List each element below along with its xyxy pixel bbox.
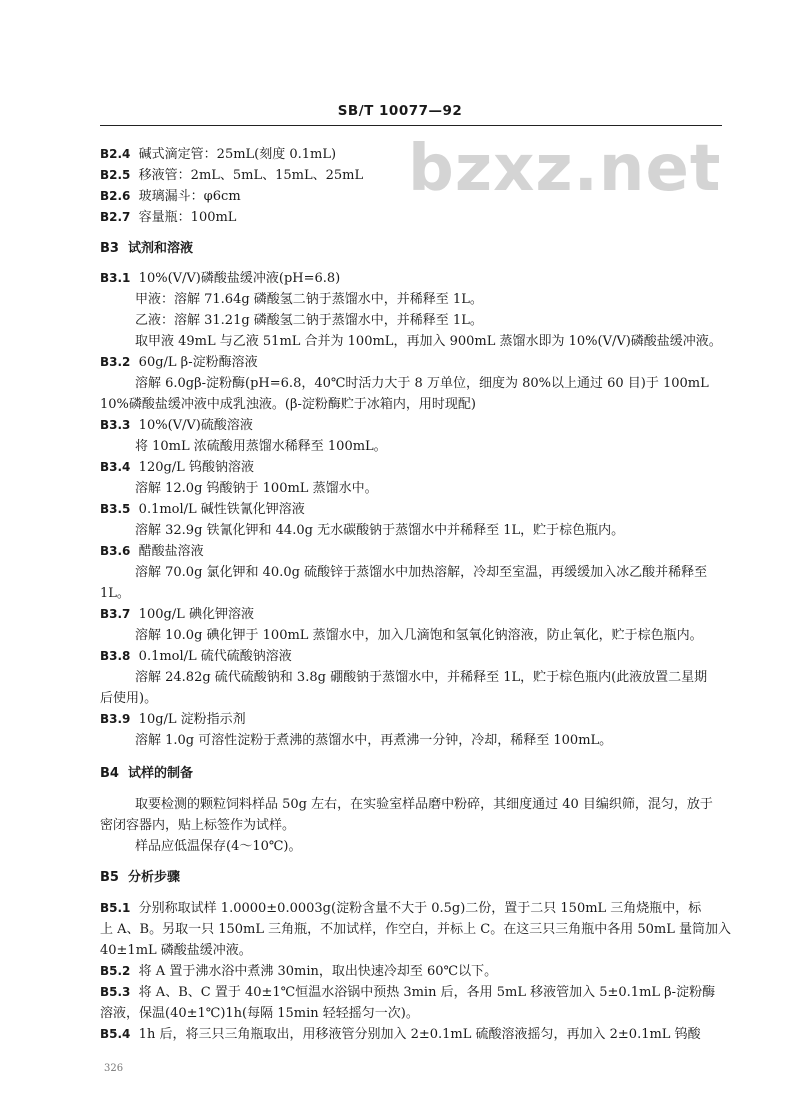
item-b5-3: B5.3 将 A、B、C 置于 40±1℃恒温水浴锅中预热 3min 后，各用 5mL 移液管加入 5±0.1mL β-淀粉酶 — [100, 985, 716, 1000]
item-b3-8: B3.8 0.1mol/L 硫代硫酸钠溶液 — [100, 649, 292, 664]
item-b3-4: B3.4 120g/L 钨酸钠溶液 — [100, 460, 254, 475]
item-b5-1: B5.1 分别称取试样 1.0000±0.0003g(淀粉含量不大于 0.5g)二份，置于二只 150mL 三角烧瓶中，标 — [100, 901, 702, 916]
paragraph-line: 后使用)。 — [100, 691, 158, 706]
item-b3-6: B3.6 醋酸盐溶液 — [100, 544, 204, 559]
paragraph-line: 10%磷酸盐缓冲液中成乳浊液。(β-淀粉酶贮于冰箱内，用时现配) — [100, 397, 476, 412]
item-b2-4: B2.4 碱式滴定管：25mL(刻度 0.1mL) — [100, 147, 337, 162]
paragraph-line: 溶解 1.0g 可溶性淀粉于煮沸的蒸馏水中，再煮沸一分钟，冷却，稀释至 100mL。 — [135, 733, 613, 748]
item-b2-6: B2.6 玻璃漏斗：φ6cm — [100, 189, 241, 204]
page-header: SB/T 10077—92 — [337, 103, 463, 119]
item-b2-7: B2.7 容量瓶：100mL — [100, 210, 237, 225]
item-b3-9: B3.9 10g/L 淀粉指示剂 — [100, 712, 246, 727]
paragraph-line: 上 A、B。另取一只 150mL 三角瓶，不加试样，作空白，并标上 C。在这三只三角瓶中各用 50mL 量筒加入 — [100, 922, 731, 937]
paragraph-line: 40±1mL 磷酸盐缓冲液。 — [100, 943, 252, 958]
item-b2-5: B2.5 移液管：2mL、5mL、15mL、25mL — [100, 168, 364, 183]
item-b5-2: B5.2 将 A 置于沸水浴中煮沸 30min，取出快速冷却至 60℃以下。 — [100, 964, 498, 979]
watermark: bzxz.net — [408, 132, 722, 206]
paragraph-line: 取甲液 49mL 与乙液 51mL 合并为 100mL，再加入 900mL 蒸馏水即为 10%(V/V)磷酸盐缓冲液。 — [135, 334, 722, 349]
paragraph-line: 乙液：溶解 31.21g 磷酸氢二钠于蒸馏水中，并稀释至 1L。 — [135, 313, 483, 328]
paragraph-line: 溶解 12.0g 钨酸钠于 100mL 蒸馏水中。 — [135, 481, 378, 496]
item-b5-4: B5.4 1h 后，将三只三角瓶取出，用移液管分别加入 2±0.1mL 硫酸溶液摇匀，再加入 2±0.1mL 钨酸 — [100, 1027, 701, 1042]
item-b3-2: B3.2 60g/L β-淀粉酶溶液 — [100, 355, 258, 370]
paragraph-line: 溶解 24.82g 硫代硫酸钠和 3.8g 硼酸钠于蒸馏水中，并稀释至 1L，贮于棕色瓶内(此液放置二星期 — [135, 670, 708, 685]
item-b3-7: B3.7 100g/L 碘化钾溶液 — [100, 607, 254, 622]
section-heading-b4: B4 试样的制备 — [100, 766, 194, 781]
paragraph-line: 溶解 32.9g 铁氰化钾和 44.0g 无水碳酸钠于蒸馏水中并稀释至 1L，贮于棕色瓶内。 — [135, 523, 625, 538]
paragraph-line: 取要检测的颗粒饲料样品 50g 左右，在实验室样品磨中粉碎，其细度通过 40 目编织筛，混匀，放于 — [135, 797, 713, 812]
section-heading-b5: B5 分析步骤 — [100, 870, 181, 885]
item-b3-5: B3.5 0.1mol/L 碱性铁氰化钾溶液 — [100, 502, 305, 517]
paragraph-line: 溶解 6.0gβ-淀粉酶(pH=6.8，40℃时活力大于 8 万单位，细度为 80%以上通过 60 目)于 100mL — [135, 376, 709, 391]
paragraph-line: 甲液：溶解 71.64g 磷酸氢二钠于蒸馏水中，并稀释至 1L。 — [135, 292, 483, 307]
paragraph-line: 1L。 — [100, 586, 130, 601]
paragraph-line: 溶解 10.0g 碘化钾于 100mL 蒸馏水中，加入几滴饱和氢氧化钠溶液，防止氧化，贮于棕色瓶内。 — [135, 628, 703, 643]
paragraph-line: 将 10mL 浓硫酸用蒸馏水稀释至 100mL。 — [135, 439, 387, 454]
paragraph-line: 样品应低温保存(4～10℃)。 — [135, 839, 302, 854]
section-heading-b3: B3 试剂和溶液 — [100, 241, 194, 256]
paragraph-line: 溶液，保温(40±1℃)1h(每隔 15min 轻轻摇匀一次)。 — [100, 1006, 419, 1021]
paragraph-line: 溶解 70.0g 氯化钾和 40.0g 硫酸锌于蒸馏水中加热溶解，冷却至室温，再缓缓加入冰乙酸并稀释至 — [135, 565, 708, 580]
page-number: 326 — [104, 1063, 124, 1074]
item-b3-1: B3.1 10%(V/V)磷酸盐缓冲液(pH=6.8) — [100, 271, 341, 286]
header-rule — [100, 125, 722, 126]
paragraph-line: 密闭容器内，贴上标签作为试样。 — [100, 818, 296, 833]
item-b3-3: B3.3 10%(V/V)硫酸溶液 — [100, 418, 253, 433]
